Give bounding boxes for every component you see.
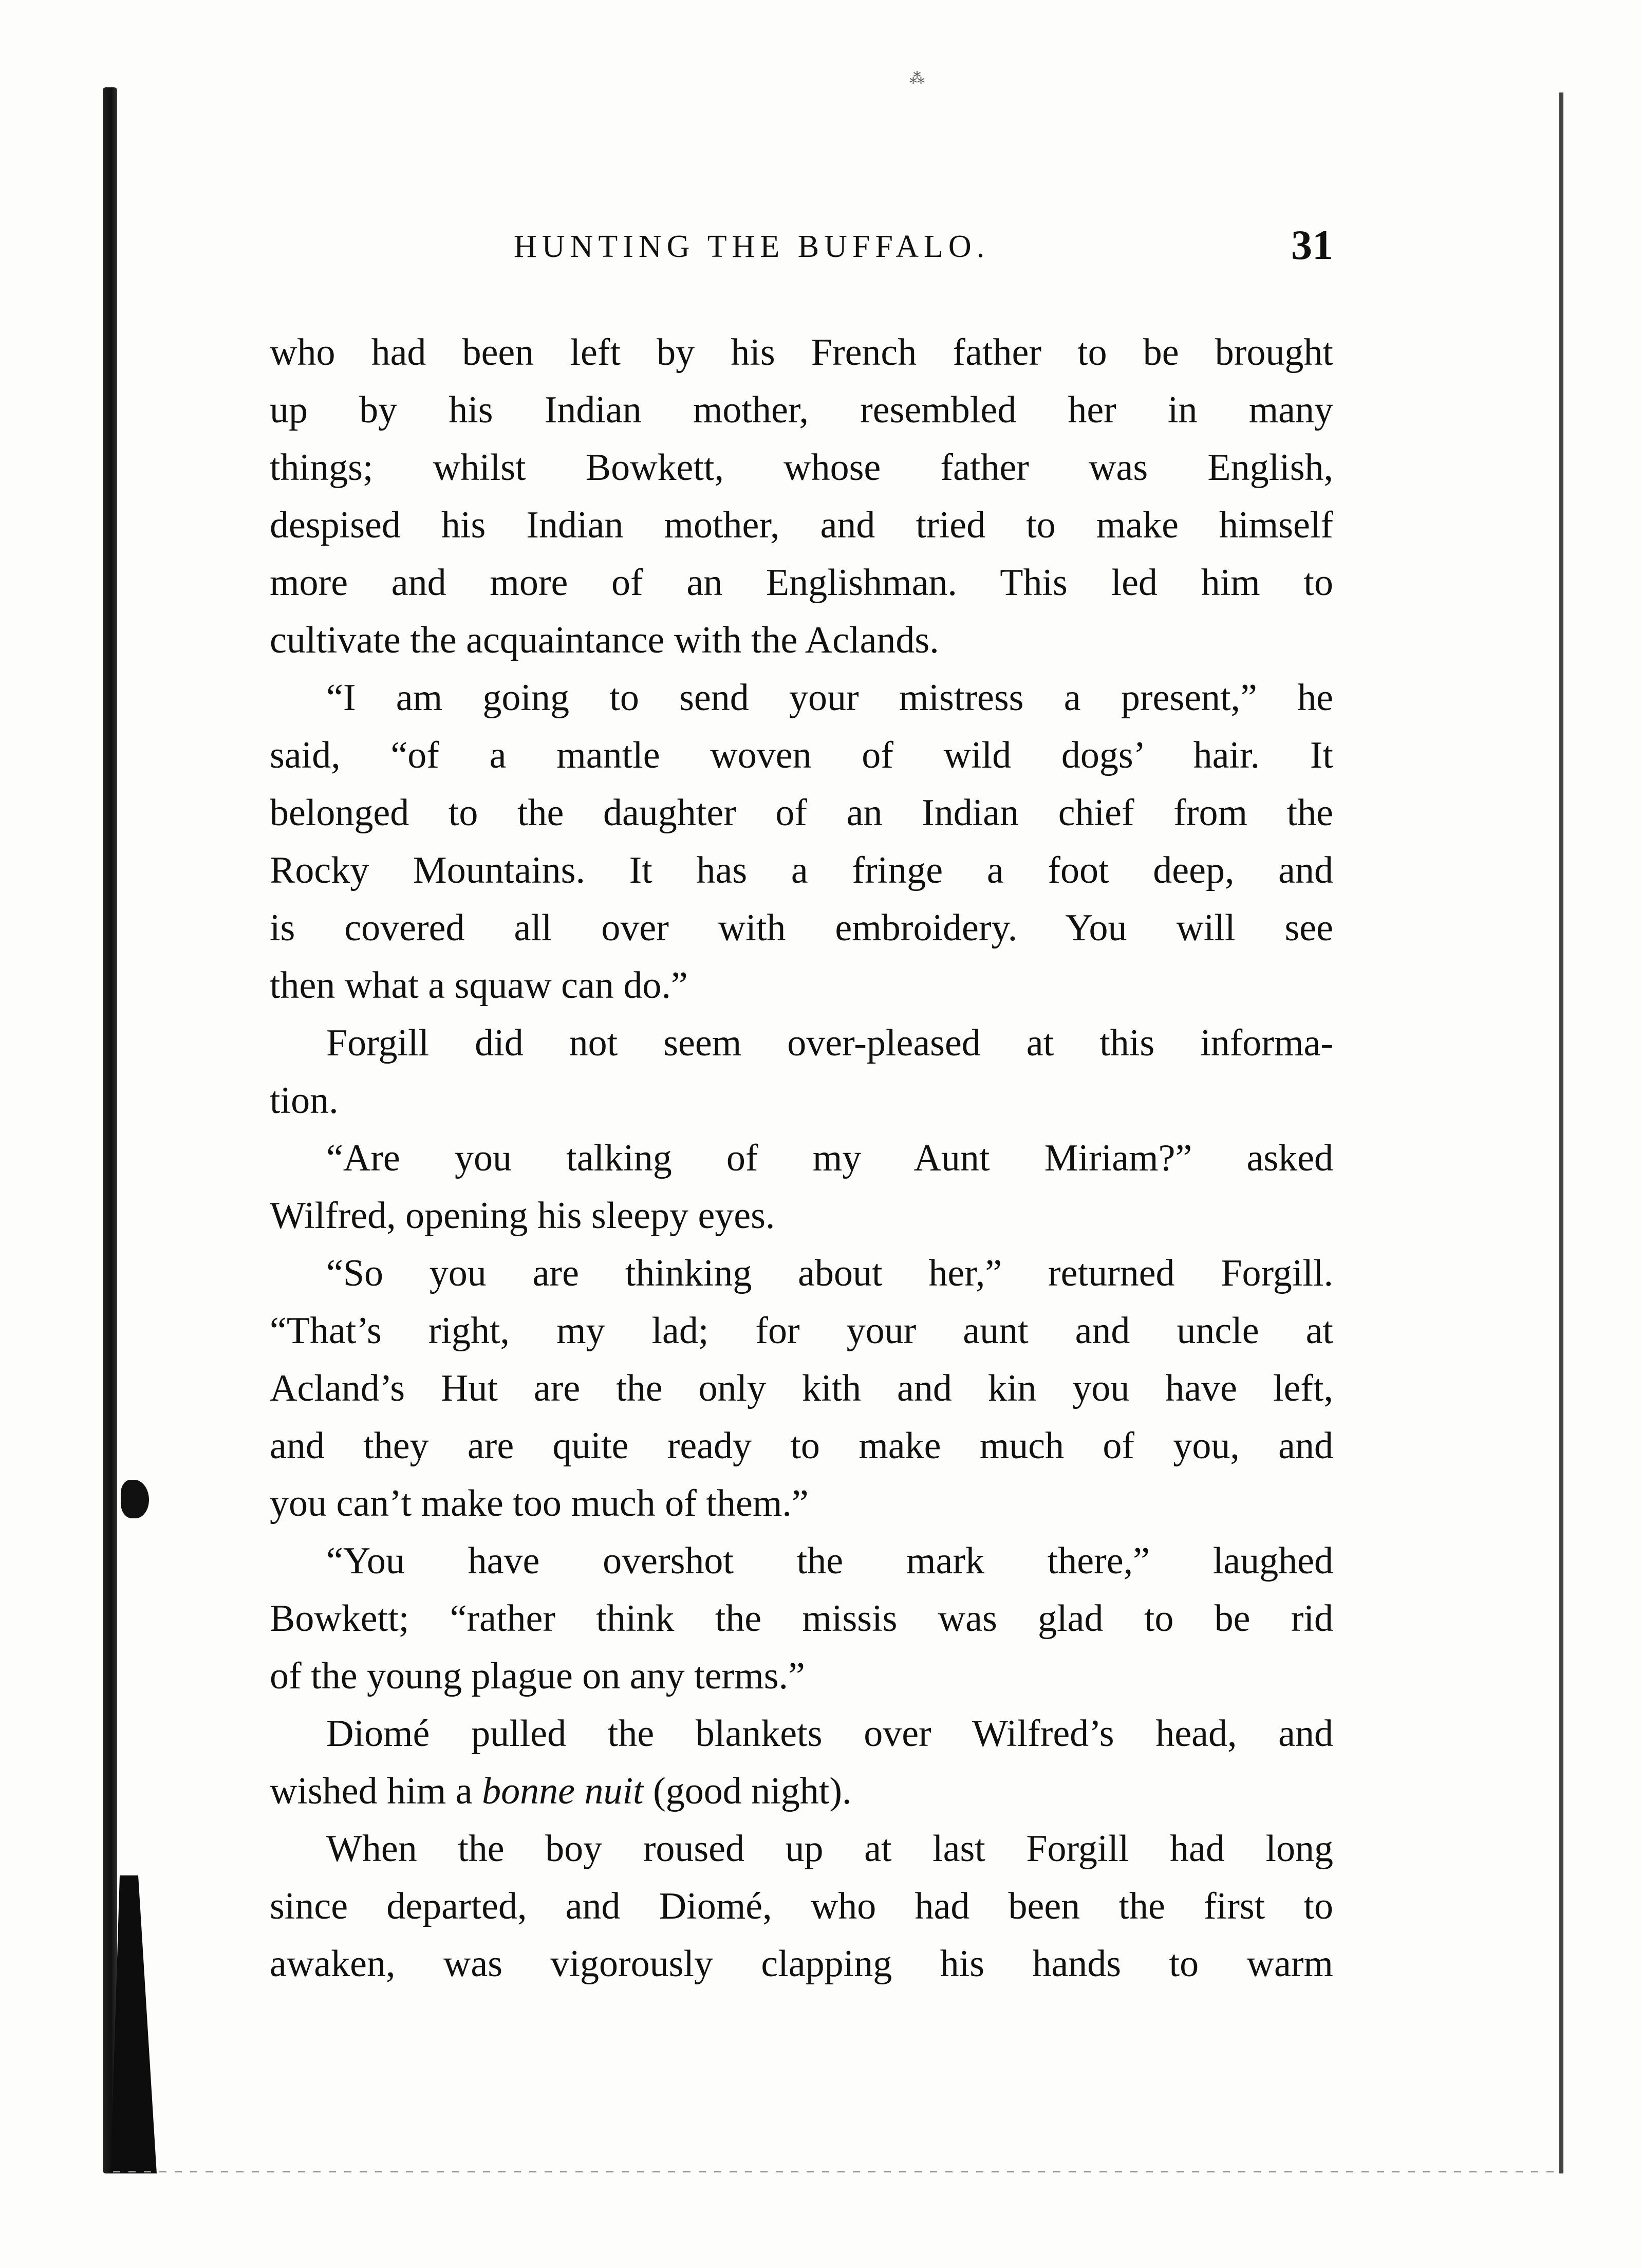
- text-line: is covered all over with embroidery. You will see: [270, 907, 1333, 949]
- text-line: “So you are thinking about her,” returned Forgill.: [326, 1252, 1333, 1294]
- text-line: Acland’s Hut are the only kith and kin you have left,: [270, 1367, 1333, 1409]
- binding-shadow: [110, 1875, 157, 2173]
- running-title: HUNTING THE BUFFALO.: [514, 229, 990, 264]
- text-line: Bowkett; “rather think the missis was glad to be rid: [270, 1597, 1333, 1640]
- page-edge-bottom: [113, 2171, 1562, 2172]
- text-line: more and more of an Englishman. This led him to: [270, 562, 1333, 604]
- text-line: Diomé pulled the blankets over Wilfred’s head, and: [326, 1713, 1333, 1755]
- text-line: things; whilst Bowkett, whose father was English,: [270, 447, 1333, 489]
- text-line: belonged to the daughter of an Indian chief from the: [270, 792, 1333, 834]
- text-line: When the boy roused up at last Forgill had long: [326, 1828, 1333, 1870]
- text-line: up by his Indian mother, resembled her in many: [270, 389, 1333, 431]
- text-line: since departed, and Diomé, who had been the first to: [270, 1885, 1333, 1927]
- text-line: Forgill did not seem over-pleased at this informa-: [326, 1022, 1333, 1064]
- text-line: then what a squaw can do.”: [270, 964, 688, 1007]
- text-line: “You have overshot the mark there,” laughed: [326, 1540, 1333, 1582]
- scan-smudge: ⁂: [909, 70, 925, 87]
- page-number: 31: [1291, 221, 1333, 268]
- text-line: tion.: [270, 1080, 339, 1122]
- text-line: and they are quite ready to make much of you, and: [270, 1425, 1333, 1467]
- text-line: you can’t make too much of them.”: [270, 1482, 809, 1525]
- text-line: “I am going to send your mistress a present,” he: [326, 677, 1333, 719]
- ink-blot: [121, 1480, 149, 1518]
- text-line: Rocky Mountains. It has a fringe a foot deep, and: [270, 849, 1333, 891]
- page-edge-shadow-right: [1559, 92, 1563, 2173]
- page-edge-shadow-left: [103, 87, 117, 2173]
- text-line: “Are you talking of my Aunt Miriam?” asked: [326, 1137, 1333, 1179]
- text-line: said, “of a mantle woven of wild dogs’ hair. It: [270, 734, 1333, 776]
- text-line: wished him a bonne nuit (good night).: [270, 1770, 852, 1812]
- text-line: cultivate the acquaintance with the Aclands.: [270, 619, 939, 661]
- body-text: [270, 324, 1333, 1993]
- text-line: Wilfred, opening his sleepy eyes.: [270, 1195, 775, 1237]
- text-line: who had been left by his French father to be brought: [270, 331, 1333, 374]
- text-line: of the young plague on any terms.”: [270, 1655, 805, 1697]
- text-line: “That’s right, my lad; for your aunt and uncle at: [270, 1310, 1333, 1352]
- text-line: despised his Indian mother, and tried to make himself: [270, 504, 1333, 546]
- text-line: awaken, was vigorously clapping his hands to warm: [270, 1943, 1333, 1985]
